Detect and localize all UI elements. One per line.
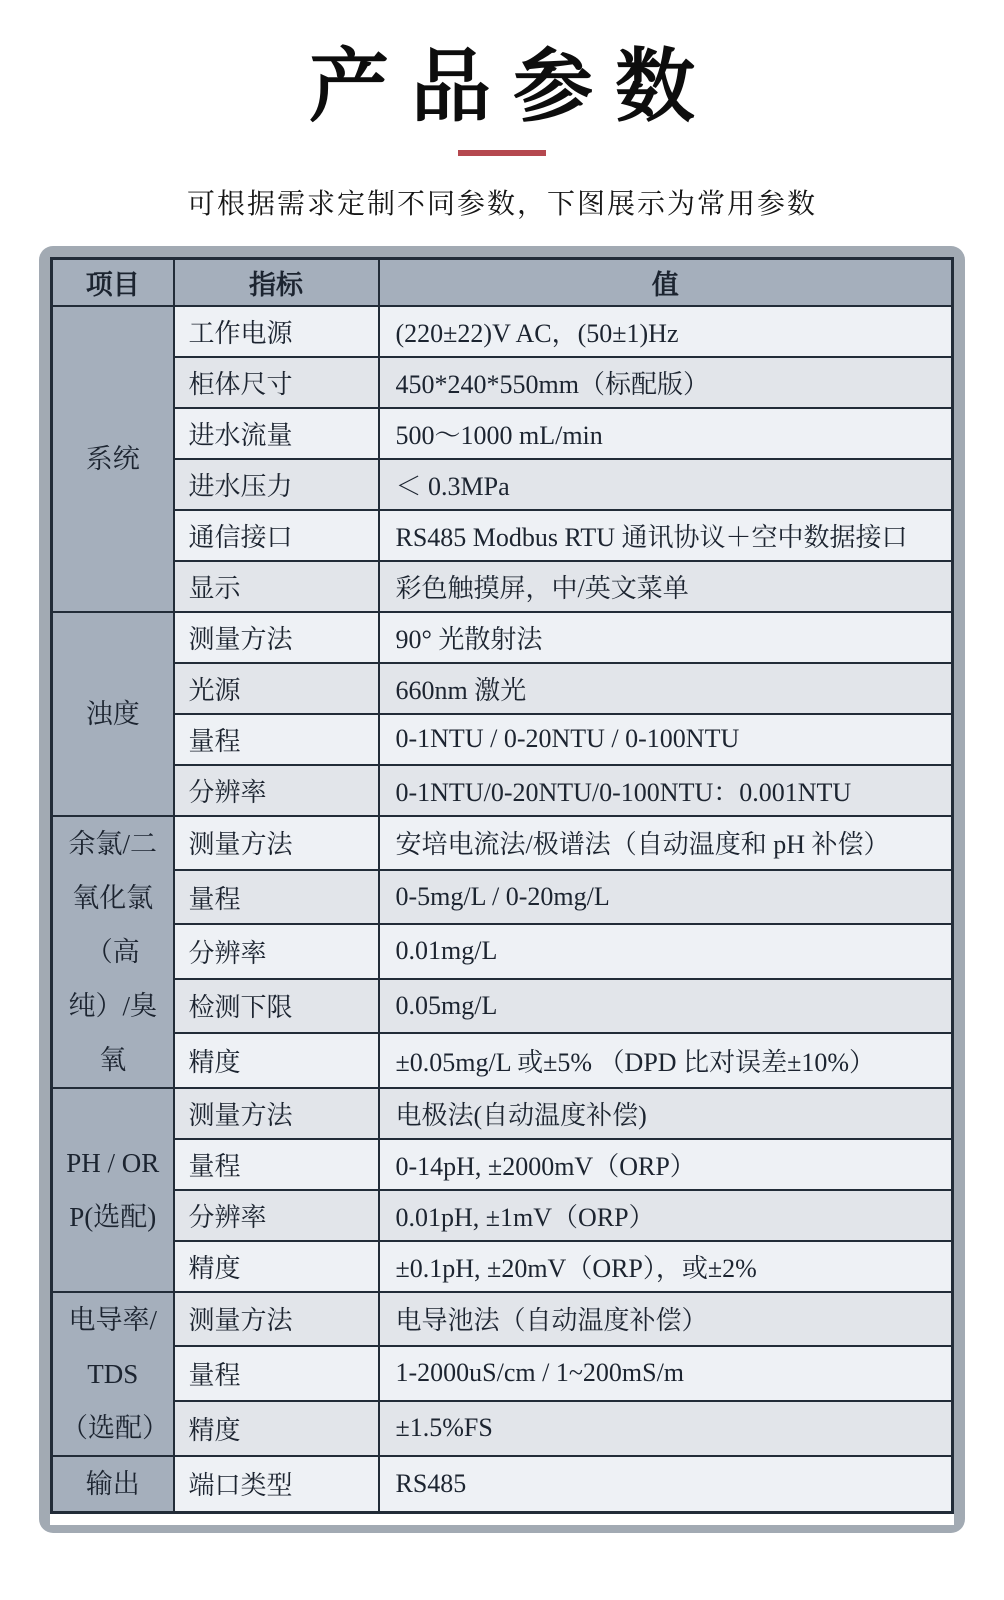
spec-table-container (39, 246, 965, 1533)
table-row (52, 714, 953, 765)
table-row (52, 306, 953, 357)
value-cell: RS485 Modbus RTU 通讯协议＋空中数据接口 (379, 510, 953, 561)
indicator-cell: 精度 (174, 1033, 379, 1087)
value-cell: ±1.5%FS (379, 1401, 953, 1456)
indicator-cell: 工作电源 (174, 306, 379, 357)
value-cell: 电极法(自动温度补偿) (379, 1088, 953, 1139)
indicator-cell: 光源 (174, 663, 379, 714)
table-row (52, 1456, 953, 1513)
page-subtitle: 可根据需求定制不同参数，下图展示为常用参数 (186, 189, 817, 220)
indicator-cell: 通信接口 (174, 510, 379, 561)
table-row (52, 1139, 953, 1190)
table-row (52, 1346, 953, 1401)
table-row (52, 979, 953, 1033)
table-row (52, 1401, 953, 1456)
value-cell: RS485 (379, 1456, 953, 1513)
indicator-cell: 分辨率 (174, 924, 379, 978)
value-cell: 0-1NTU/0-20NTU/0-100NTU：0.001NTU (379, 765, 953, 816)
indicator-cell: 分辨率 (174, 1190, 379, 1241)
value-cell: 90° 光散射法 (379, 612, 953, 663)
indicator-cell: 测量方法 (174, 1292, 379, 1347)
indicator-cell: 测量方法 (174, 612, 379, 663)
category-cell: PH / ORP(选配) (52, 1088, 174, 1292)
column-header-indicator: 指标 (174, 259, 379, 306)
value-cell: ＜ 0.3MPa (379, 459, 953, 510)
value-cell: ±0.05mg/L 或±5% （DPD 比对误差±10%） (379, 1033, 953, 1087)
category-cell: 电导率/TDS（选配） (52, 1292, 174, 1456)
value-cell: (220±22)V AC，(50±1)Hz (379, 306, 953, 357)
title-underline (458, 150, 546, 156)
table-row (52, 663, 953, 714)
table-row (52, 1292, 953, 1347)
indicator-cell: 进水流量 (174, 408, 379, 459)
category-cell: 浊度 (52, 612, 174, 816)
value-cell: 500～1000 mL/min (379, 408, 953, 459)
table-header-row (52, 259, 953, 306)
indicator-cell: 测量方法 (174, 816, 379, 870)
table-row (52, 924, 953, 978)
value-cell: 安培电流法/极谱法（自动温度和 pH 补偿） (379, 816, 953, 870)
table-row (52, 459, 953, 510)
value-cell: 0-14pH, ±2000mV（ORP） (379, 1139, 953, 1190)
value-cell: 彩色触摸屏，中/英文菜单 (379, 561, 953, 612)
category-cell: 余氯/二氧化氯（高纯）/臭氧 (52, 816, 174, 1088)
value-cell: 0-1NTU / 0-20NTU / 0-100NTU (379, 714, 953, 765)
indicator-cell: 分辨率 (174, 765, 379, 816)
indicator-cell: 检测下限 (174, 979, 379, 1033)
table-row (52, 510, 953, 561)
indicator-cell: 量程 (174, 870, 379, 924)
value-cell: 1-2000uS/cm / 1~200mS/m (379, 1346, 953, 1401)
table-row (52, 870, 953, 924)
indicator-cell: 进水压力 (174, 459, 379, 510)
column-header-item: 项目 (52, 259, 174, 306)
indicator-cell: 精度 (174, 1401, 379, 1456)
category-cell: 系统 (52, 306, 174, 612)
table-row (52, 1190, 953, 1241)
indicator-cell: 柜体尺寸 (174, 357, 379, 408)
table-row (52, 1088, 953, 1139)
indicator-cell: 量程 (174, 1346, 379, 1401)
column-header-value: 值 (379, 259, 953, 306)
value-cell: 0.01mg/L (379, 924, 953, 978)
value-cell: 0-5mg/L / 0-20mg/L (379, 870, 953, 924)
table-row (52, 1033, 953, 1087)
table-row (52, 1241, 953, 1292)
category-cell: 输出 (52, 1456, 174, 1513)
value-cell: 电导池法（自动温度补偿） (379, 1292, 953, 1347)
value-cell: 0.01pH, ±1mV（ORP） (379, 1190, 953, 1241)
page-title: 产品参数 (309, 44, 717, 132)
spec-table-sheet (50, 257, 954, 1525)
indicator-cell: 精度 (174, 1241, 379, 1292)
table-body (52, 306, 953, 1513)
value-cell: 0.05mg/L (379, 979, 953, 1033)
spec-table (50, 257, 954, 1514)
indicator-cell: 量程 (174, 1139, 379, 1190)
indicator-cell: 显示 (174, 561, 379, 612)
table-row (52, 357, 953, 408)
indicator-cell: 端口类型 (174, 1456, 379, 1513)
table-row (52, 816, 953, 870)
indicator-cell: 测量方法 (174, 1088, 379, 1139)
table-row (52, 561, 953, 612)
value-cell: ±0.1pH, ±20mV（ORP），或±2% (379, 1241, 953, 1292)
table-row (52, 612, 953, 663)
indicator-cell: 量程 (174, 714, 379, 765)
table-row (52, 765, 953, 816)
table-row (52, 408, 953, 459)
value-cell: 660nm 激光 (379, 663, 953, 714)
value-cell: 450*240*550mm（标配版） (379, 357, 953, 408)
